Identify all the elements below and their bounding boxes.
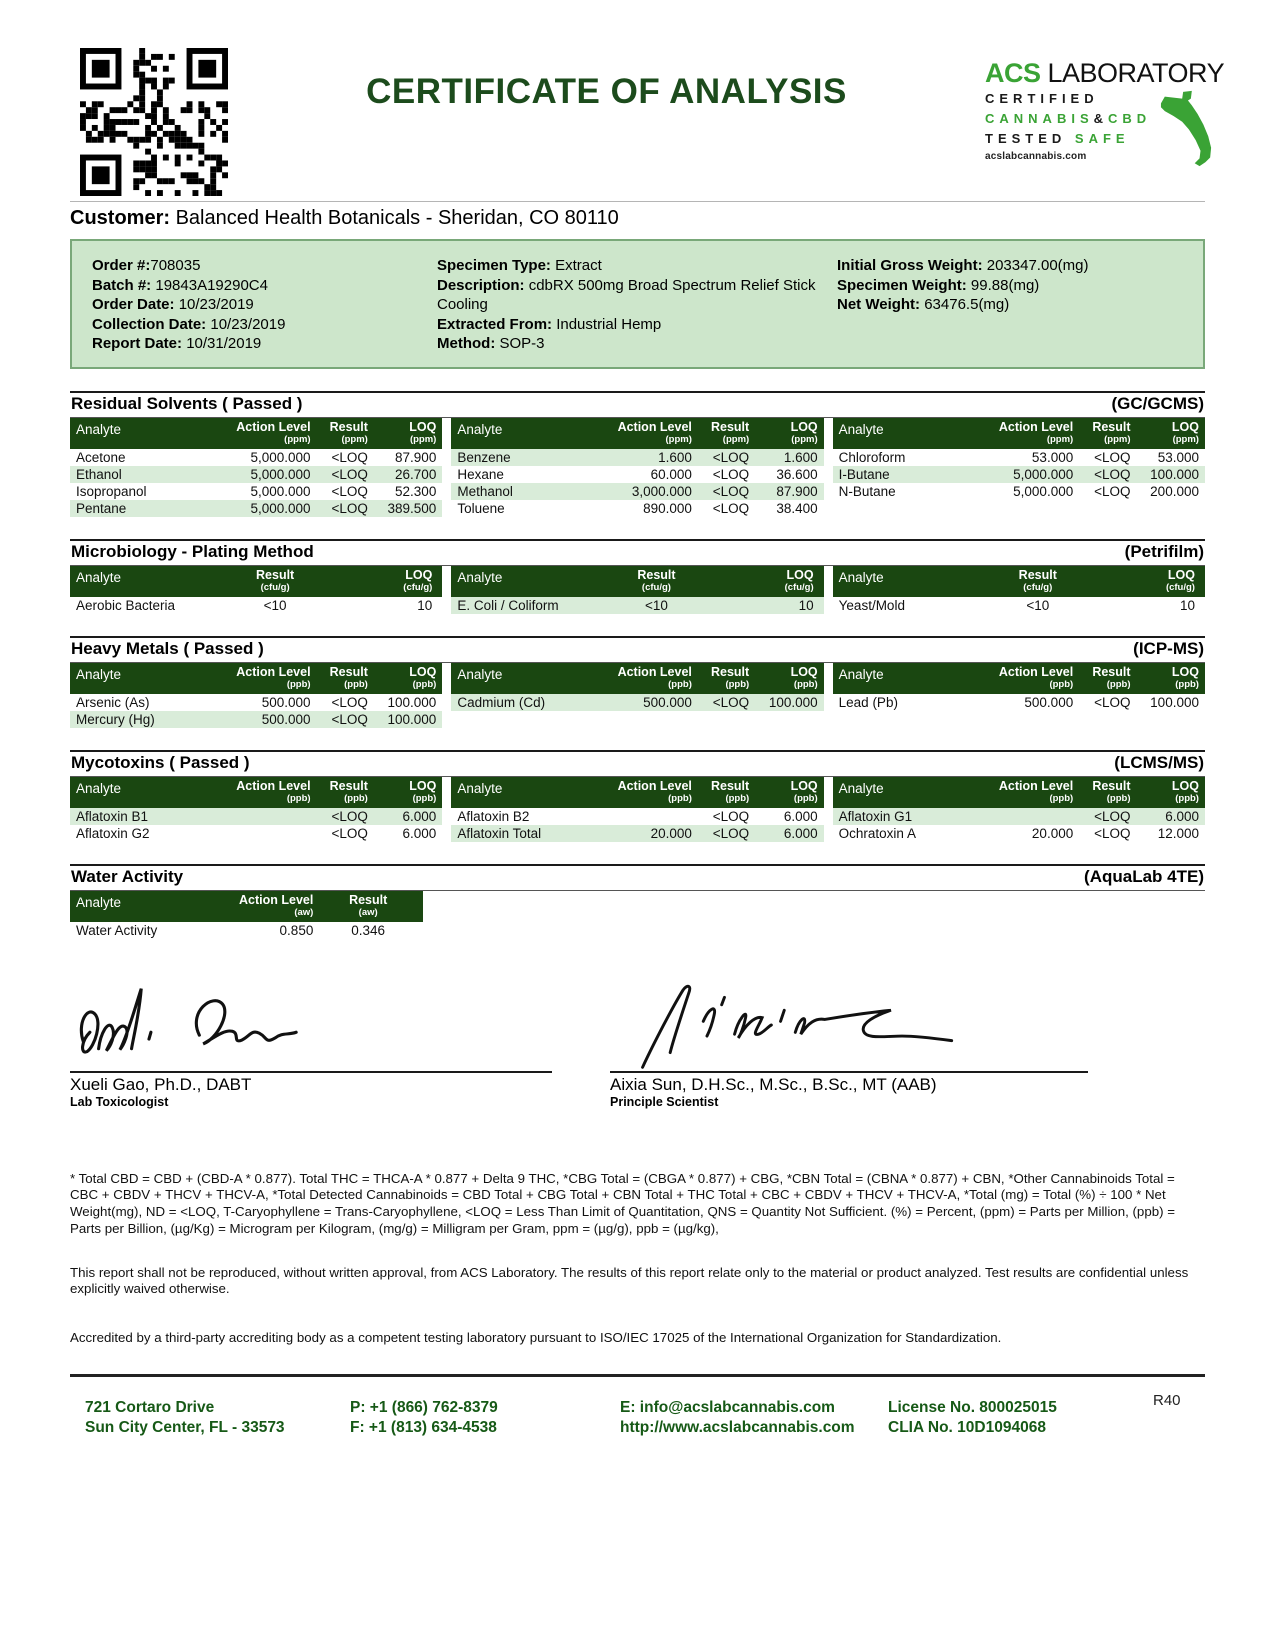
column-header: LOQ (ppm) <box>1171 419 1199 445</box>
table-header-row <box>451 418 823 449</box>
signature-line <box>70 1071 552 1073</box>
results-table <box>451 663 823 728</box>
column-header: Action Level (ppb) <box>617 778 692 804</box>
signature-line <box>610 1071 1088 1073</box>
column-header: LOQ (ppb) <box>409 778 437 804</box>
analyte-cell: Ethanol <box>76 466 122 482</box>
column-header: Action Level (ppb) <box>236 778 311 804</box>
info-field: Initial Gross Weight: 203347.00(mg) <box>837 257 1089 274</box>
page-revision-ref: R40 <box>1153 1392 1181 1409</box>
analyte-cell: Isopropanol <box>76 483 147 499</box>
column-header: Analyte <box>76 666 122 682</box>
customer-label: Customer: <box>70 207 171 229</box>
column-header: Analyte <box>838 569 884 585</box>
column-header: LOQ (cfu/g) <box>784 567 814 593</box>
section-residual-solvents-passed <box>70 391 1205 517</box>
section-header <box>70 864 1205 891</box>
results-table <box>70 663 442 728</box>
value-cell: 1.600 <box>783 449 818 465</box>
footer-website: http://www.acslabcannabis.com <box>620 1419 855 1437</box>
result-row <box>451 466 823 483</box>
column-header: Result (cfu/g) <box>1018 567 1057 593</box>
column-header: Action Level (ppb) <box>998 664 1074 690</box>
value-cell: 5,000.000 <box>250 500 311 516</box>
customer-value: Balanced Health Botanicals - Sheridan, CO 80110 <box>170 207 619 229</box>
value-cell: 890.000 <box>643 500 692 516</box>
column-header: LOQ (ppb) <box>409 664 437 690</box>
table-header-row <box>70 566 442 597</box>
logo-safe-word: SAFE <box>1074 131 1130 146</box>
section-header <box>70 750 1205 777</box>
value-cell: <LOQ <box>712 694 750 710</box>
table-header-row <box>70 777 442 808</box>
value-cell: 6.000 <box>783 825 818 841</box>
analyte-cell: Arsenic (As) <box>76 694 150 710</box>
results-table <box>451 777 823 842</box>
value-cell: 38.400 <box>776 500 818 516</box>
table-header-row <box>833 566 1205 597</box>
result-row <box>70 449 442 466</box>
value-cell <box>973 808 1073 825</box>
value-cell: 6.000 <box>783 808 818 824</box>
column-header: Result (cfu/g) <box>637 567 676 593</box>
logo-certified-text: CERTIFIED <box>985 91 1099 106</box>
column-header: Result (ppm) <box>710 419 750 445</box>
value-cell: 10 <box>1179 597 1195 613</box>
reproduction-paragraph: This report shall not be reproduced, without written approval, from ACS Laboratory. The results of this report relate only to the material or product analyzed. Test results are confidential unless explicitly waived otherwise. <box>70 1264 1189 1297</box>
result-row <box>833 808 1205 825</box>
signature-scribble-right <box>610 979 1088 1071</box>
column-header: Analyte <box>76 780 122 796</box>
info-field: Method: SOP-3 <box>437 335 545 352</box>
analyte-cell: N-Butane <box>838 483 896 499</box>
value-cell: <LOQ <box>712 825 750 841</box>
section-header <box>70 636 1205 663</box>
result-row <box>451 825 823 842</box>
value-cell: 500.000 <box>261 711 311 727</box>
order-info-box <box>70 239 1205 369</box>
florida-state-icon <box>1159 88 1215 175</box>
logo-acs-text: ACS <box>985 58 1041 88</box>
value-cell: <LOQ <box>331 694 368 710</box>
result-row <box>833 483 1205 500</box>
value-cell: 200.000 <box>1150 483 1199 499</box>
order-info-col1 <box>92 256 437 354</box>
footer-phone <box>350 1398 620 1438</box>
result-row <box>70 597 442 614</box>
logo-cannabis-word: CANNABIS <box>985 111 1094 126</box>
analyte-cell: Lead (Pb) <box>838 694 898 710</box>
table-header-row <box>451 566 823 597</box>
value-cell: <LOQ <box>712 808 750 824</box>
column-header: Analyte <box>76 894 122 910</box>
value-cell: <LOQ <box>1094 694 1131 710</box>
value-cell <box>210 825 310 842</box>
accreditation-paragraph: Accredited by a third-party accrediting body as a competent testing laboratory pursuant to ISO/IEC 17025 of the International Organization for Standardization. <box>70 1330 1002 1346</box>
result-row <box>70 922 423 939</box>
analyte-cell: Ochratoxin A <box>838 825 916 841</box>
value-cell <box>210 808 310 825</box>
value-cell: <LOQ <box>331 825 368 841</box>
info-field: Collection Date: 10/23/2019 <box>92 315 286 333</box>
info-field: Description: cdbRX 500mg Broad Spectrum Relief Stick Cooling <box>437 276 816 313</box>
result-row <box>70 711 442 728</box>
document-header <box>0 0 1275 196</box>
value-cell: 10 <box>417 597 433 613</box>
value-cell: 389.500 <box>387 500 437 516</box>
section-method: (ICP-MS) <box>1133 638 1204 658</box>
footer-address <box>85 1398 350 1438</box>
value-cell: <LOQ <box>1094 483 1131 499</box>
signatory-name: Xueli Gao, Ph.D., DABT <box>70 1074 252 1094</box>
value-cell: 100.000 <box>387 711 437 727</box>
section-title: Water Activity <box>71 866 184 886</box>
analyte-cell: Aflatoxin Total <box>457 825 542 841</box>
definitions-paragraph: * Total CBD = CBD + (CBD-A * 0.877). Total THC = THCA-A * 0.877 + Delta 9 THC, *CBG Total = (CBGA * 0.877) + CBG, *CBN Total = (CBNA * 0.877) + CBN, *Other Cannabinoids Total = CBC + CBDV + THCV + THCV-A, *Total Detected Cannabinoids = CBD Total + CBG Total + CBN Total + THC Total + CBC + CBDV + THCV + THCV-A, *Total (mg) = Total (%) ÷ 100 * Net Weight(mg), ND = <LOQ, T-Caryophyllene = Trans-Caryophyllene, <LOQ = Less Than Limit of Quantitation, QNS = Quantity Not Sufficient. (%) = Percent, (ppm) = Parts per Million, (ppb) = Parts per Billion, (µg/Kg) = Microgram per Kilogram, (mg/g) = Milligram per Gram, ppm = (µg/g), ppb = (µg/kg), <box>70 1170 1175 1236</box>
column-header: Analyte <box>76 569 122 585</box>
analyte-cell: Aflatoxin B1 <box>76 808 149 824</box>
analyte-cell: Aflatoxin G1 <box>838 808 913 824</box>
signatures-block <box>70 979 1205 1109</box>
signature-lab-toxicologist <box>70 979 552 1109</box>
value-cell: 20.000 <box>650 825 692 841</box>
table-header-row <box>70 891 423 922</box>
analyte-cell: Aflatoxin G2 <box>76 825 150 841</box>
order-info-col2 <box>437 256 837 354</box>
value-cell <box>592 808 692 825</box>
signatory-title: Lab Toxicologist <box>70 1094 169 1109</box>
table-header-row <box>833 418 1205 449</box>
title-wrap <box>228 48 985 112</box>
footer-online <box>620 1398 888 1438</box>
value-cell: <LOQ <box>331 500 368 516</box>
column-header: Action Level (ppm) <box>617 419 692 445</box>
info-field: Batch #: 19843A19290C4 <box>92 276 268 294</box>
signature-scribble-left <box>70 979 552 1071</box>
qr-code-icon <box>80 48 228 196</box>
table-header-row <box>833 663 1205 694</box>
column-header: Result (ppm) <box>329 419 368 445</box>
section-method: (GC/GCMS) <box>1111 393 1204 413</box>
value-cell: <LOQ <box>331 808 368 824</box>
column-header: Result (ppb) <box>1092 664 1131 690</box>
column-header: Analyte <box>76 421 122 437</box>
footer-fax-line: F: +1 (813) 634-4538 <box>350 1419 497 1437</box>
results-table <box>70 777 442 842</box>
value-cell: <LOQ <box>1094 808 1131 824</box>
section-microbiology-plating-method <box>70 539 1205 614</box>
column-header: LOQ (ppb) <box>790 664 818 690</box>
analyte-cell: E. Coli / Coliform <box>457 597 559 613</box>
value-cell: 5,000.000 <box>250 483 311 499</box>
result-row <box>451 483 823 500</box>
column-header: Analyte <box>457 569 503 585</box>
value-cell: 60.000 <box>650 466 692 482</box>
value-cell: 500.000 <box>261 694 311 710</box>
column-header: Result (ppb) <box>1092 778 1131 804</box>
section-water-activity <box>70 864 1205 939</box>
lab-logo-wordmark <box>985 58 1225 89</box>
logo-website-text: acslabcannabis.com <box>985 151 1087 162</box>
result-row <box>70 825 442 842</box>
results-table <box>833 777 1205 842</box>
info-field: Order Date: 10/23/2019 <box>92 296 254 313</box>
section-method: (Petrifilm) <box>1124 541 1204 561</box>
value-cell: 12.000 <box>1157 825 1199 841</box>
value-cell: 6.000 <box>1165 808 1199 824</box>
result-row <box>833 466 1205 483</box>
info-field: Report Date: 10/31/2019 <box>92 335 262 352</box>
column-header: LOQ (ppm) <box>790 419 818 445</box>
value-cell: 53.000 <box>1031 449 1074 465</box>
page-title: CERTIFICATE OF ANALYSIS <box>366 72 847 111</box>
column-header: Result (ppb) <box>710 778 750 804</box>
header-divider <box>70 201 1205 202</box>
column-header: Action Level (aw) <box>239 892 314 918</box>
column-header: Action Level (ppb) <box>236 664 311 690</box>
column-header: LOQ (ppm) <box>409 419 437 445</box>
result-row <box>451 597 823 614</box>
info-field: Specimen Type: Extract <box>437 257 602 274</box>
value-cell: <LOQ <box>712 483 750 499</box>
column-header: LOQ (ppb) <box>790 778 818 804</box>
analyte-cell: Aerobic Bacteria <box>76 597 176 613</box>
value-cell: 100.000 <box>1150 466 1199 482</box>
value-cell: <LOQ <box>331 466 368 482</box>
info-field: Net Weight: 63476.5(mg) <box>837 296 1010 313</box>
result-row <box>451 808 823 825</box>
column-header: Action Level (ppb) <box>998 778 1074 804</box>
value-cell: 53.000 <box>1157 449 1199 465</box>
analyte-cell: Aflatoxin B2 <box>457 808 530 824</box>
section-title: Microbiology - Plating Method <box>71 541 314 561</box>
analyte-cell: Toluene <box>457 500 505 516</box>
results-table <box>833 663 1205 728</box>
value-cell: 0.346 <box>351 922 386 938</box>
result-row <box>70 466 442 483</box>
value-cell: 5,000.000 <box>250 466 311 482</box>
result-row <box>451 694 823 711</box>
results-table <box>451 566 823 614</box>
value-cell: 36.600 <box>776 466 818 482</box>
value-cell: 3,000.000 <box>631 483 692 499</box>
column-header: Action Level (ppm) <box>236 419 311 445</box>
column-header: Analyte <box>838 421 884 437</box>
column-header: Analyte <box>457 421 503 437</box>
value-cell: 10 <box>798 597 814 613</box>
footer <box>85 1398 1205 1438</box>
column-header: LOQ (ppb) <box>1171 778 1199 804</box>
result-row <box>451 500 823 517</box>
value-cell: <LOQ <box>1094 825 1131 841</box>
value-cell: 500.000 <box>643 694 692 710</box>
column-header: LOQ (cfu/g) <box>403 567 433 593</box>
footer-address-line1: 721 Cortaro Drive <box>85 1399 215 1417</box>
test-sections <box>70 391 1205 939</box>
results-table <box>451 418 823 517</box>
value-cell: <LOQ <box>712 466 750 482</box>
table-header-row <box>70 663 442 694</box>
table-header-row <box>70 418 442 449</box>
section-method: (LCMS/MS) <box>1114 752 1204 772</box>
section-header <box>70 391 1205 418</box>
value-cell: 87.900 <box>776 483 818 499</box>
column-header: Action Level (ppm) <box>998 419 1074 445</box>
result-row <box>451 449 823 466</box>
column-header: Analyte <box>457 666 503 682</box>
analyte-cell: Hexane <box>457 466 504 482</box>
value-cell: 100.000 <box>387 694 437 710</box>
result-row <box>833 449 1205 466</box>
analyte-cell: Yeast/Mold <box>838 597 905 613</box>
value-cell: <10 <box>263 597 287 613</box>
analyte-cell: Methanol <box>457 483 513 499</box>
column-header: Result (ppm) <box>1092 419 1131 445</box>
footer-divider <box>70 1374 1205 1377</box>
column-header: Result (ppb) <box>710 664 750 690</box>
results-table <box>70 891 423 939</box>
order-info-col3 <box>837 256 1183 354</box>
value-cell: 1.600 <box>658 449 692 465</box>
value-cell: <LOQ <box>331 711 368 727</box>
value-cell: 100.000 <box>1150 694 1199 710</box>
analyte-cell: Acetone <box>76 449 126 465</box>
value-cell: 6.000 <box>402 825 437 841</box>
footer-address-line2: Sun City Center, FL - 33573 <box>85 1419 285 1437</box>
section-title: Residual Solvents ( Passed ) <box>71 393 303 413</box>
column-header: Result (aw) <box>349 892 388 918</box>
section-header <box>70 539 1205 566</box>
analyte-cell: Mercury (Hg) <box>76 711 155 727</box>
info-field: Specimen Weight: 99.88(mg) <box>837 276 1040 294</box>
section-method: (AquaLab 4TE) <box>1084 866 1204 886</box>
lab-logo <box>985 48 1225 162</box>
analyte-cell: I-Butane <box>838 466 890 482</box>
value-cell: <10 <box>1026 597 1050 613</box>
logo-amp: & <box>1093 111 1109 126</box>
result-row <box>70 500 442 517</box>
results-table <box>70 418 442 517</box>
value-cell: <LOQ <box>331 449 368 465</box>
value-cell: 500.000 <box>1024 694 1074 710</box>
result-row <box>833 825 1205 842</box>
analyte-cell: Chloroform <box>838 449 906 465</box>
legal-text <box>70 1171 1205 1348</box>
value-cell: <LOQ <box>1094 449 1131 465</box>
analyte-cell: Pentane <box>76 500 127 516</box>
signature-principle-scientist <box>610 979 1088 1109</box>
value-cell: 26.700 <box>395 466 437 482</box>
column-header: LOQ (cfu/g) <box>1165 567 1195 593</box>
analyte-cell: Water Activity <box>76 922 158 938</box>
column-header: Analyte <box>457 780 503 796</box>
signatory-name: Aixia Sun, D.H.Sc., M.Sc., B.Sc., MT (AAB) <box>610 1074 937 1094</box>
value-cell: <LOQ <box>331 483 368 499</box>
result-row <box>70 483 442 500</box>
value-cell: 52.300 <box>395 483 437 499</box>
logo-tested-word: TESTED <box>985 131 1067 146</box>
result-row <box>70 694 442 711</box>
value-cell: 6.000 <box>402 808 437 824</box>
info-field: Order #:708035 <box>92 257 201 274</box>
section-mycotoxins-passed <box>70 750 1205 842</box>
column-header: Analyte <box>838 666 884 682</box>
table-header-row <box>833 777 1205 808</box>
footer-license-no: License No. 800025015 <box>888 1399 1057 1417</box>
customer-line <box>70 207 1205 230</box>
result-row <box>70 808 442 825</box>
section-title: Heavy Metals ( Passed ) <box>71 638 264 658</box>
footer-clia-no: CLIA No. 10D1094068 <box>888 1419 1046 1437</box>
analyte-cell: Cadmium (Cd) <box>457 694 546 710</box>
column-header: Result (ppb) <box>329 778 368 804</box>
footer-phone-line: P: +1 (866) 762-8379 <box>350 1399 498 1417</box>
signatory-title: Principle Scientist <box>610 1094 719 1109</box>
logo-cbd-word: CBD <box>1108 111 1152 126</box>
value-cell: 0.850 <box>279 922 314 938</box>
value-cell: <10 <box>644 597 668 613</box>
value-cell: 5,000.000 <box>1013 466 1074 482</box>
column-header: Action Level (ppb) <box>617 664 692 690</box>
results-table <box>833 566 1205 614</box>
value-cell: 87.900 <box>395 449 437 465</box>
results-table <box>70 566 442 614</box>
column-header: Analyte <box>838 780 884 796</box>
section-heavy-metals-passed <box>70 636 1205 728</box>
result-row <box>833 597 1205 614</box>
section-title: Mycotoxins ( Passed ) <box>71 752 250 772</box>
logo-laboratory-text: LABORATORY <box>1040 58 1225 88</box>
column-header: LOQ (ppb) <box>1171 664 1199 690</box>
table-header-row <box>451 663 823 694</box>
value-cell: <LOQ <box>712 449 750 465</box>
footer-email: E: info@acslabcannabis.com <box>620 1399 835 1417</box>
result-row <box>833 694 1205 711</box>
column-header: Result (cfu/g) <box>256 567 295 593</box>
analyte-cell: Benzene <box>457 449 511 465</box>
value-cell: <LOQ <box>712 500 750 516</box>
value-cell: <LOQ <box>1094 466 1131 482</box>
results-table <box>833 418 1205 517</box>
value-cell: 100.000 <box>768 694 818 710</box>
column-header: Result (ppb) <box>329 664 368 690</box>
value-cell: 20.000 <box>1031 825 1074 841</box>
info-field: Extracted From: Industrial Hemp <box>437 315 662 333</box>
value-cell: 5,000.000 <box>250 449 311 465</box>
value-cell: 5,000.000 <box>1013 483 1074 499</box>
table-header-row <box>451 777 823 808</box>
